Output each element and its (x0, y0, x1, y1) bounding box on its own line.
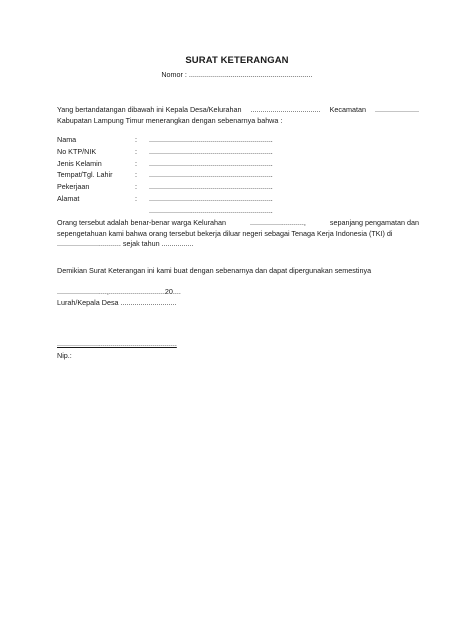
intro-district-blank: ...................... (375, 105, 419, 114)
field-value-blank: .............................................................. (149, 170, 273, 180)
field-value-blank: .............................................................. (149, 182, 273, 192)
field-value-blank: .............................................................. (149, 135, 273, 144)
field-colon: : (135, 170, 137, 180)
field-row-nama (57, 134, 419, 146)
signer-name-line: ............................................................ (57, 339, 177, 348)
field-row-address-cont (57, 205, 419, 217)
field-value-blank: .............................................................. (149, 158, 273, 168)
place-date-line: .........................,............................20.... (57, 287, 181, 296)
identity-fields (57, 134, 419, 217)
field-label: No KTP/NIK (57, 146, 97, 156)
intro-paragraph (57, 105, 419, 126)
field-label: Pekerjaan (57, 182, 90, 192)
field-value-blank: .............................................................. (149, 205, 273, 215)
statement-line-2: sepengetahuan kami bahwa orang tersebut bekerja diluar negeri sebagai Tenaga Kerja Indonesia (TKI) di (57, 228, 393, 238)
intro-village-blank: ................................... (250, 105, 321, 114)
field-value-blank: .............................................................. (149, 193, 273, 203)
statement-text-c: sepanjang pengamatan dan (329, 218, 419, 227)
field-row-nik (57, 146, 419, 158)
statement-text-a: Orang tersebut adalah benar-benar warga Kelurahan (57, 218, 227, 227)
field-label: Tempat/Tgl. Lahir (57, 170, 113, 180)
field-label: Jenis Kelamin (57, 158, 102, 168)
field-colon: : (135, 182, 137, 192)
field-row-address (57, 193, 419, 205)
statement-paragraph (57, 218, 419, 250)
field-value-blank: .............................................................. (149, 146, 273, 156)
intro-text-kecamatan: Kecamatan (329, 105, 366, 114)
field-label: Alamat (57, 193, 80, 203)
signer-nip: Nip.: (57, 351, 72, 360)
signer-position: Lurah/Kepala Desa ............................ (57, 297, 177, 307)
field-colon: : (135, 146, 137, 156)
field-row-birth (57, 169, 419, 181)
field-row-gender (57, 158, 419, 170)
statement-village-blank: ..........................., (249, 218, 306, 227)
closing-paragraph: Demikian Surat Keterangan ini kami buat dengan sebenarnya dan dapat dipergunakan semestinya (57, 266, 372, 275)
field-colon: : (135, 158, 137, 168)
statement-line-1 (57, 218, 419, 229)
field-colon: : (135, 193, 137, 203)
signature-block (57, 287, 181, 308)
intro-line-2: Kabupatan Lampung Timur menerangkan dengan sebenarnya bahwa : (57, 115, 283, 125)
document-number: Nomor : .............................................................. (161, 70, 313, 79)
field-label: Nama (57, 135, 77, 144)
intro-text-a: Yang bertandatangan dibawah ini Kepala Desa/Kelurahan (57, 105, 242, 114)
statement-line-3: ................................ sejak tahun ................ (57, 239, 194, 248)
intro-line-1 (57, 105, 419, 116)
field-row-job (57, 181, 419, 193)
field-colon: : (135, 135, 137, 144)
document-title: SURAT KETERANGAN (185, 55, 289, 66)
